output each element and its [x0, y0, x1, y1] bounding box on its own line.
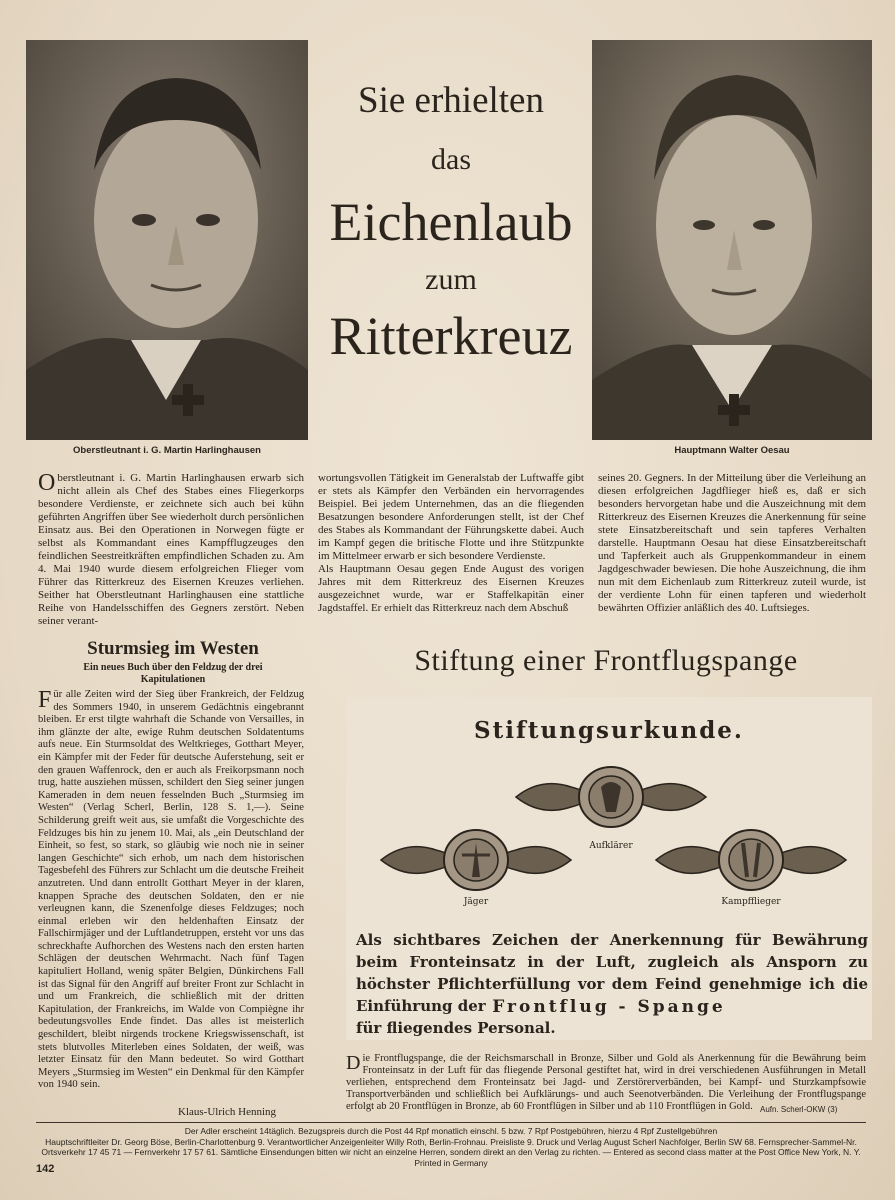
photo-credit: Aufn. Scherl-OKW (3) [760, 1105, 838, 1114]
portrait-oesau-image [592, 40, 872, 440]
caption-oesau: Hauptmann Walter Oesau [674, 445, 790, 456]
portrait-harlinghausen [26, 40, 308, 440]
title-line1: Sie erhielten [358, 80, 544, 121]
urkunde-title: Stiftungsurkunde. [474, 717, 744, 744]
sturmsieg-subheading: Ein neues Buch über den Feldzug der drei Kapitulationen [83, 662, 263, 685]
page-number: 142 [36, 1163, 55, 1175]
caption-harlinghausen: Oberstleutnant i. G. Martin Harlinghausen [73, 445, 261, 456]
badge-aufklaerer-icon [511, 762, 711, 832]
frontflug-description [346, 1053, 866, 1113]
badge-jaeger-label: Jäger [463, 897, 489, 907]
article-column-3 [598, 472, 866, 615]
sturmsieg-body [38, 689, 304, 1092]
article-col3-text: seines 20. Gegners. In der Mitteilung über die Verleihung an diesen erfolgreichen Jagdflieger hieß es, daß er sich besonders hervorgetan habe und die Auszeichnung mit dem Ritterkreuz des Eisernen Kreuzes die Anerkennung für seine stete Einsatzbereitschaft und sein tapferes Verhalten darstelle. Hauptmann Oesau hat diese Einsatzbereitschaft und Tapferkeit auch als Gruppenkommandeur in einem Jagdgeschwader bewiesen. Die hohe Auszeichnung, die ihm nun mit dem Eichenlaub zum Ritterkreuz zuteil wurde, ist der verdiente Lohn für einen tapferen und wiederholt bewährten Offizier anläßlich des 40. Luftsieges. [598, 472, 866, 614]
urkunde-spange: Frontflug - Spange [492, 997, 726, 1017]
urkunde-personal: für fliegendes Personal. [356, 1019, 556, 1037]
title-line5: Ritterkreuz [329, 306, 573, 366]
sturmsieg-heading: Sturmsieg im Westen [87, 638, 259, 659]
impressum [36, 1126, 866, 1168]
title-line3: Eichenlaub [329, 192, 573, 252]
article-column-2 [318, 472, 584, 615]
stiftung-heading: Stiftung einer Frontflugspange [414, 644, 798, 677]
frontflug-text: ie Frontflugspange, die der Reichsmarschall in Bronze, Silber und Gold als Anerkennung für die Bewährung beim Fronteinsatz in der Luft für das fliegende Personal gestiftet hat, wird in drei verschiedenen Ausführungen in Metall verliehen, entsprechend dem Fronteinsatz bei Jagd- und Zerstörerverbänden, bei Kampf- und Sturzkampfsowie Transportverbänden und schließlich bei Aufklärungs- und auch Seenotverbänden. Die Verleihung der Frontflugspange erfolgt ab 20 Frontflügen in Bronze, ab 60 Frontflügen in Silber und ab 110 Frontflügen in Gold. [346, 1053, 866, 1112]
stiftungsurkunde-panel [346, 697, 872, 1040]
footer-rule [36, 1122, 866, 1123]
urkunde-text: Als sichtbares Zeichen der Anerkennung für Bewährung beim Fronteinsatz in der Luft, zugleich als Ansporn zu höchster Pflichterfüllung vor dem Feind genehmige ich die Einführung der [356, 931, 868, 1015]
badge-kampfflieger-icon [651, 825, 851, 895]
sturmsieg-author: Klaus-Ulrich Henning [178, 1106, 277, 1118]
article-col2a-text: wortungsvollen Tätigkeit im Generalstab der Luftwaffe gibt er stets als Kämpfer den Verbänden ein hervorragendes Beispiel. Bei jedem Unternehmen, das an die fliegenden Besatzungen besondere Anforderungen stellt, ist der Chef des Stabes als Kommandant der Führungskette dabei. Auch im Kampf gegen die britische Flotte und ihre Stützpunkte im Mittelmeer erwarb er sich besondere Verdienste. [318, 472, 584, 562]
portrait-oesau [592, 40, 872, 440]
main-title [318, 80, 584, 366]
title-line2: das [431, 143, 471, 176]
impressum-line2: Hauptschriftleiter Dr. Georg Böse, Berlin-Charlottenburg 9. Verantwortlicher Anzeigenleiter Willy Roth, Berlin-Frohnau. Preisliste 9. Druck und Verlag August Scherl Nachfolger, Berlin SW 68. Fernsprecher-Sammel-Nr. Ortsverkehr 17 45 71 — Fernverkehr 17 57 61. Sämtliche Einsendungen bitten wir nicht an einzelne Herren, sondern direkt an den Verlag zu richten. — Entered as second class matter at the Post Office New York, N. Y. Printed in Germany [41, 1136, 861, 1168]
dropcap-d: D [346, 1052, 361, 1074]
title-line4: zum [425, 263, 477, 296]
badge-jaeger-icon [376, 825, 576, 895]
impressum-line1: Der Adler erscheint 14täglich. Bezugspreis durch die Post 44 Rpf monatlich einschl. 5 bzw. 7 Rpf Postgebühren, hierzu 4 Rpf Zustellgebühren [184, 1126, 718, 1136]
badge-aufklaerer-label: Aufklärer [589, 841, 633, 851]
article-col1-text: berstleutnant i. G. Martin Harlinghausen erwarb sich nicht allein als Chef des Stabes eines Fliegerkorps besondere Verdienste, er zeichnete sich auch bei kühn geführten Angriffen über See wiederholt durch persönlichen Einsatz aus. Bei den Operationen in Norwegen fügte er selbst als Kommandant eines Kampfflugzeuges den feindlichen Seestreitkräften empfindlichen Schaden zu. Am 4. Mai 1940 wurde diesem erfolgreichen Flieger vom Führer das Ritterkreuz des Eisernen Kreuzes verliehen. Seither hat Oberstleutnant Harlinghausen eine stattliche Reihe von Handelsschiffen des Gegners zerstört. Neben seiner verant- [38, 472, 304, 627]
article-column-1 [38, 472, 304, 628]
dropcap-f: F [38, 687, 52, 713]
portrait-harlinghausen-image [26, 40, 308, 440]
article-col2b-text: Als Hauptmann Oesau gegen Ende August des vorigen Jahres mit dem Ritterkreuz des Eisernen Kreuzes ausgezeichnet wurde, war er Staffelkapitän einer Jagdstaffel. Er erhielt das Ritterkreuz nach dem Abschuß [318, 563, 584, 614]
dropcap-o: O [38, 470, 56, 496]
sturmsieg-text: ür alle Zeiten wird der Sieg über Frankreich, der Feldzug des Sommers 1940, in unserem Gedächtnis eingebrannt bleiben. Er erst tilgte wahrhaft die Schande von Versailles, in ihm glänzte der alte, ewige Ruhm deutschen Soldatentums aufs neue. Ein Sturmsoldat des Weltkrieges, Gotthart Meyer, ein Kämpfer mit der Feder für deutsche Auferstehung, seit er den grauen Waffenrock, den er auch als Freikorpsmann noch trug, hatte ausziehen müssen, schildert den Sieg seiner jungen Kameraden in dem neuen fesselnden Buch „Sturmsieg im Westen“ (Verlag Scherl, Berlin, 128 S. 1,—). Seine Schilderung greift weit aus, sie umfaßt die Vorgeschichte des Feldzuges bis hin zu jenem 10. Mai, als „ein Deutschland der Einheit, so fest, so stark, so gläubig wie noch nie in seiner langen Geschichte“ sich erhob, um nach dem historischen Tagesbefehl des Führers zur Schlacht um die deutsche Freiheit anzutreten. Und dann entrollt Gotthart Meyer in der klaren, knappen Sprache des deutschen Soldaten, den er nie verleugnen kann, die Szenenfolge dieses Feldzuges; noch einmal erleben wir den heldenhaften Einsatz der Fallschirmjäger und der Luftlandetruppen, ersteht vor uns das schreckhafte Aufhorchen des Westens nach den ersten harten Schlägen der deutschen Wehrmacht. Nach fünf Tagen kapituliert Holland, wenig später Belgien, Dünkirchens Fall ist das Signal für den Angriff auf breiter Front zur Schlacht in und um Frankreich, die schließlich mit der dritten Kapitulation, der Frankreichs, im Walde von Compiègne ihr bedeutungsvolles Ende findet. Das alles ist meisterlich geschildert, bleibt nirgends trockene Kriegswissenschaft, ist stets blutvolles Miterleben eines Soldaten, der weiß, was letzter Einsatz für den Mann bedeutet. So wird Gotthart Meyers „Sturmsieg im Westen“ ein Denkmal für den Kämpfer von 1940 sein. [38, 689, 304, 1091]
badge-kampfflieger-label: Kampfflieger [721, 897, 781, 907]
